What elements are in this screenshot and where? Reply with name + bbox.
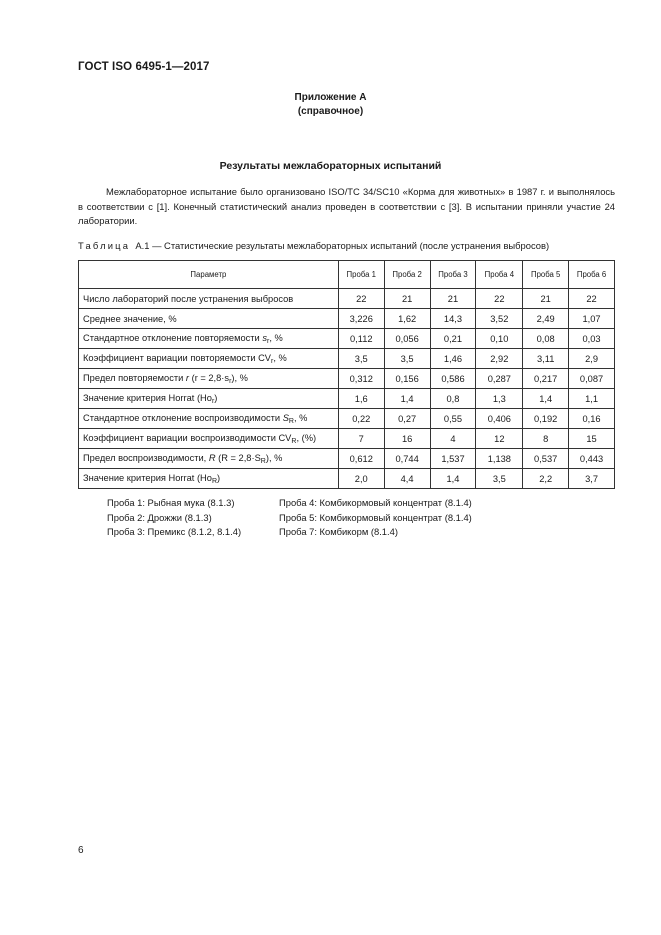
- header-cell: Проба 5: [523, 261, 569, 289]
- param-sub: R: [288, 417, 294, 425]
- table-row: [79, 309, 615, 329]
- param-text: Коэффициент вариации повторяемости CV: [83, 352, 272, 363]
- param-var: R: [208, 452, 216, 463]
- param-sub: R: [260, 457, 266, 465]
- value-cell: 4: [430, 429, 476, 449]
- param-cell: [79, 429, 339, 449]
- param-cell: [79, 389, 339, 409]
- value-cell: 0,156: [384, 369, 430, 389]
- value-cell: 8: [523, 429, 569, 449]
- legend-left: [107, 496, 241, 540]
- table-row: [79, 349, 615, 369]
- param-cell: [79, 369, 339, 389]
- value-cell: 0,087: [569, 369, 615, 389]
- section-title: Результаты межлабораторных испытаний: [219, 160, 442, 172]
- param-var: S: [282, 412, 289, 423]
- value-cell: 0,8: [430, 389, 476, 409]
- table-row: [79, 469, 615, 489]
- value-cell: 0,744: [384, 449, 430, 469]
- param-sub: R: [291, 437, 297, 445]
- param-text: (R = 2,8·S: [215, 452, 261, 463]
- table-row: [79, 329, 615, 349]
- value-cell: 0,27: [384, 409, 430, 429]
- param-cell: [79, 409, 339, 429]
- value-cell: 3,5: [384, 349, 430, 369]
- legend-item: Проба 1: Рыбная мука (8.1.3): [107, 497, 235, 508]
- param-text: Стандартное отклонение повторяемости: [83, 332, 263, 343]
- legend-item: Проба 7: Комбикорм (8.1.4): [279, 526, 398, 537]
- value-cell: 22: [569, 289, 615, 309]
- table-row: [79, 449, 615, 469]
- param-text: Предел воспроизводимости,: [83, 452, 209, 463]
- value-cell: 3,11: [523, 349, 569, 369]
- value-cell: 0,537: [523, 449, 569, 469]
- legend-item: Проба 4: Комбикормовый концентрат (8.1.4): [279, 497, 472, 508]
- param-text: , (%): [296, 432, 317, 443]
- value-cell: 7: [338, 429, 384, 449]
- param-var: s: [262, 332, 267, 343]
- annex-title: Приложение А: [294, 92, 367, 103]
- param-text: Стандартное отклонение воспроизводимости: [83, 412, 283, 423]
- table-row: [79, 369, 615, 389]
- results-table: [78, 260, 615, 489]
- value-cell: 0,217: [523, 369, 569, 389]
- value-cell: 0,406: [476, 409, 523, 429]
- value-cell: 3,5: [476, 469, 523, 489]
- value-cell: 0,612: [338, 449, 384, 469]
- value-cell: 0,112: [338, 329, 384, 349]
- legend-right: [279, 496, 472, 540]
- annex-subtitle: (справочное): [297, 106, 364, 117]
- table-row: [79, 429, 615, 449]
- value-cell: 1,07: [569, 309, 615, 329]
- legend-item: Проба 2: Дрожжи (8.1.3): [107, 511, 212, 523]
- value-cell: 1,62: [384, 309, 430, 329]
- param-cell: [79, 449, 339, 469]
- table-caption-text: А.1 — Статистические результаты межлабораторных испытаний (после устранения выбросов): [135, 240, 550, 251]
- value-cell: 21: [430, 289, 476, 309]
- header-cell: Проба 2: [384, 261, 430, 289]
- value-cell: 14,3: [430, 309, 476, 329]
- value-cell: 22: [338, 289, 384, 309]
- header-cell: Проба 6: [569, 261, 615, 289]
- intro-paragraph-text: Межлабораторное испытание было организовано ISO/TC 34/SC10 «Корма для животных» в 1987 г. и выполнялось в соответствии с [1]. Конечный статистический анализ проведен в соответствии с [3]. В испытании приняли участие 24 лаборатории.: [78, 186, 615, 226]
- param-cell: Среднее значение, %: [79, 309, 339, 329]
- value-cell: 12: [476, 429, 523, 449]
- value-cell: 1,138: [476, 449, 523, 469]
- value-cell: 1,3: [476, 389, 523, 409]
- table-caption-label: Таблица: [78, 240, 131, 251]
- value-cell: 0,08: [523, 329, 569, 349]
- value-cell: 15: [569, 429, 615, 449]
- param-var: r: [185, 372, 190, 383]
- param-text: , %: [273, 352, 287, 363]
- param-text: ), %: [265, 452, 283, 463]
- param-text: , %: [269, 332, 283, 343]
- value-cell: 1,4: [523, 389, 569, 409]
- header-cell: Проба 1: [338, 261, 384, 289]
- value-cell: 1,46: [430, 349, 476, 369]
- param-text: Предел повторяемости: [83, 372, 186, 383]
- header-cell: Проба 4: [476, 261, 523, 289]
- value-cell: 0,03: [569, 329, 615, 349]
- value-cell: 0,056: [384, 329, 430, 349]
- value-cell: 0,22: [338, 409, 384, 429]
- param-text: ): [217, 472, 221, 483]
- value-cell: 16: [384, 429, 430, 449]
- value-cell: 1,1: [569, 389, 615, 409]
- annex-heading: [0, 91, 661, 119]
- value-cell: 0,287: [476, 369, 523, 389]
- value-cell: 1,4: [430, 469, 476, 489]
- value-cell: 0,10: [476, 329, 523, 349]
- table-header-row: [79, 261, 615, 289]
- value-cell: 3,226: [338, 309, 384, 329]
- param-text: ): [214, 392, 218, 403]
- param-sub: r: [211, 397, 215, 405]
- value-cell: 2,9: [569, 349, 615, 369]
- intro-paragraph: [78, 185, 615, 229]
- value-cell: 1,6: [338, 389, 384, 409]
- value-cell: 4,4: [384, 469, 430, 489]
- value-cell: 21: [523, 289, 569, 309]
- value-cell: 2,2: [523, 469, 569, 489]
- param-text: Коэффициент вариации воспроизводимости CV: [83, 432, 292, 443]
- value-cell: 2,92: [476, 349, 523, 369]
- value-cell: 2,49: [523, 309, 569, 329]
- param-sub: R: [211, 477, 218, 485]
- header-cell: Параметр: [79, 261, 339, 289]
- param-text: (r = 2,8·s: [189, 372, 230, 383]
- value-cell: 1,537: [430, 449, 476, 469]
- document-header: ГОСТ ISO 6495-1—2017: [78, 61, 210, 73]
- value-cell: 0,192: [523, 409, 569, 429]
- param-text: Значение критерия Horrat (Ho: [83, 472, 212, 483]
- value-cell: 0,443: [569, 449, 615, 469]
- value-cell: 1,4: [384, 389, 430, 409]
- value-cell: 3,5: [338, 349, 384, 369]
- param-cell: [79, 329, 339, 349]
- legend-item: Проба 5: Комбикормовый концентрат (8.1.4): [279, 511, 472, 523]
- table-row: [79, 289, 615, 309]
- value-cell: 0,586: [430, 369, 476, 389]
- param-cell: [79, 349, 339, 369]
- value-cell: 0,55: [430, 409, 476, 429]
- page-number: 6: [78, 845, 84, 856]
- value-cell: 0,21: [430, 329, 476, 349]
- param-cell: Число лабораторий после устранения выбросов: [79, 289, 339, 309]
- value-cell: 0,16: [569, 409, 615, 429]
- param-cell: [79, 469, 339, 489]
- param-text: ), %: [231, 372, 248, 383]
- param-sub: r: [266, 337, 270, 345]
- legend-item: Проба 3: Премикс (8.1.2, 8.1.4): [107, 526, 242, 537]
- table-row: [79, 409, 615, 429]
- value-cell: 0,312: [338, 369, 384, 389]
- table-row: [79, 389, 615, 409]
- value-cell: 22: [476, 289, 523, 309]
- param-text: , %: [293, 412, 308, 423]
- value-cell: 3,52: [476, 309, 523, 329]
- header-cell: Проба 3: [430, 261, 476, 289]
- param-sub: r: [229, 377, 232, 385]
- value-cell: 2,0: [338, 469, 384, 489]
- table-caption: [78, 240, 549, 251]
- param-sub: r: [271, 357, 274, 365]
- value-cell: 21: [384, 289, 430, 309]
- param-text: Значение критерия Horrat (Ho: [83, 392, 212, 403]
- value-cell: 3,7: [569, 469, 615, 489]
